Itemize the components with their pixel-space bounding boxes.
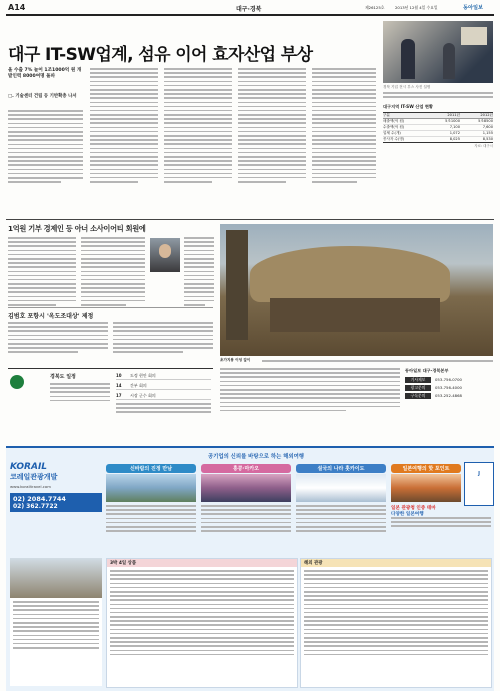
ad-photo (201, 474, 291, 502)
promo-sub: 다양한 일본여행 (391, 512, 424, 517)
schedule-label: 간부 회의 (130, 383, 147, 388)
story3-headline: 김범호 포항시 '옥도조대상' 제정 (8, 313, 94, 320)
page-header (0, 0, 500, 14)
ad-photo (296, 474, 386, 502)
side-photo-caption: 경북 기업 전시 부스 사진 설명 (383, 85, 431, 89)
ad-promo-badge (464, 462, 494, 506)
section-label: 대구·경북 (236, 6, 262, 13)
ad-photo (10, 558, 102, 598)
price-list-header: 해외 관광 (301, 559, 491, 567)
contact-value: 053-252-4868 (435, 393, 462, 398)
contact-label: 기사제보 (405, 377, 431, 383)
main-article (8, 68, 376, 218)
story2-text-c (184, 237, 214, 308)
thatched-house-photo (220, 224, 493, 356)
price-list-header: 3박 4일 상품 (107, 559, 297, 567)
table-cell: 1,155 (482, 131, 493, 135)
contact-value: 053-756-0700 (435, 377, 462, 382)
col2-text (90, 68, 158, 185)
ad-section-title: 일본여행의 핫 포인트 (391, 464, 461, 473)
ad-section-header-1 (106, 464, 196, 473)
col3-text (164, 68, 232, 185)
schedule-item (116, 383, 211, 390)
table-cell: 8,530 (482, 137, 493, 141)
ad-section-title: 홍콩·마카오 (201, 464, 291, 473)
ad-package-col-3 (296, 505, 386, 534)
section-divider (6, 219, 494, 220)
ad-section-header-3 (296, 464, 386, 473)
korail-sub: 코레일관광개발 (10, 473, 58, 481)
display-panel (461, 27, 487, 45)
portrait-face (159, 244, 171, 258)
schedule-time: 14 (116, 383, 122, 388)
table-cell: 업체 수(개) (383, 131, 401, 135)
notice-columns (220, 368, 400, 414)
page-number: A14 (8, 3, 26, 12)
ad-package-col-1 (106, 505, 196, 534)
travel-ad (6, 446, 494, 691)
story3-text-b (113, 322, 213, 356)
ad-photo (106, 474, 196, 502)
ad-banner-title: 공기업의 신뢰를 바탕으로 하는 해외여행 (207, 454, 305, 460)
phone-sub: 02) 362.7722 (13, 503, 58, 510)
paper-name: 동아일보 (463, 5, 484, 11)
logo-mark (10, 375, 24, 389)
schedule-time: 17 (116, 393, 122, 398)
ad-section-title: 신바람의 진정 만남 (106, 464, 196, 473)
person-figure (401, 39, 415, 79)
section-mark: □. 기술센터 건립 등 기반확충 나서 (8, 94, 77, 99)
story2-headline: 1억원 기부 경제인 등 아너 소사이어티 회원에 (8, 224, 146, 233)
phone-main: 02) 2084.7744 (13, 495, 66, 503)
photo-caption: 초가지붕 이엉 갈이 (220, 358, 251, 362)
contact-value: 053-756-4000 (435, 385, 462, 390)
story-divider (8, 307, 213, 308)
side-photo (383, 21, 493, 83)
issue-date: 2013년 12월 4일 수요일 (395, 5, 438, 10)
contact-box (405, 368, 493, 401)
roof-shape (250, 246, 450, 302)
contact-row (405, 385, 493, 391)
schedule-time: 10 (116, 373, 122, 378)
col1-text (8, 110, 83, 185)
table-cell: 7,100 (449, 125, 460, 129)
contact-label: 구독문의 (405, 393, 431, 399)
header-cell: 2011년 (447, 113, 460, 117)
schedule-label: 도정 현안 회의 (130, 373, 156, 378)
schedule-items (116, 373, 211, 416)
schedule-item (116, 373, 211, 380)
schedule-item (116, 393, 211, 400)
col5-text (312, 68, 376, 185)
side-table-title: 대구지역 IT-SW 산업 현황 (383, 104, 433, 109)
main-headline: 대구 IT-SW업계, 섬유 이어 효자산업 부상 (8, 45, 313, 65)
header-cell: 2012년 (480, 113, 493, 117)
table-cell: 5조8500 (478, 119, 493, 123)
schedule-title: 경북도 일정 (50, 374, 76, 380)
table-cell: 8,025 (449, 137, 460, 141)
story3-text-a (8, 322, 108, 356)
header-cell: 구분 (383, 113, 390, 117)
table-cell: 매출액(억 원) (383, 119, 405, 123)
schedule-list (50, 383, 110, 404)
promo-title: 일본 관광청 인증 테마 (391, 506, 436, 511)
col4-text (238, 68, 306, 185)
ad-section-header-2 (201, 464, 291, 473)
issue-number: 제26125호 (365, 5, 385, 10)
table-cell: 종사자 수(명) (383, 137, 405, 141)
contact-row (405, 393, 493, 399)
j-route-icon: J (478, 471, 480, 477)
schedule-logo (10, 375, 36, 391)
schedule-box (8, 368, 213, 444)
table-cell: 수출액(억 원) (383, 125, 405, 129)
schedule-label: 시장 군수 회의 (130, 393, 156, 398)
story2-portrait (150, 238, 180, 272)
table-cell: 1,072 (449, 131, 460, 135)
korail-logo: KORAIL (10, 462, 48, 472)
photo-caption-lines (262, 360, 493, 364)
phone-box (10, 493, 102, 512)
table-cell: 7,600 (482, 125, 493, 129)
ad-package-col-4 (391, 505, 491, 530)
ad-price-list-b (300, 558, 492, 688)
story2-text-a (8, 237, 76, 308)
col1-lead: 올 수출 7% 늘어 1조1000억 원 개발인력 8000여명 돌파 (8, 68, 82, 79)
person-figure (443, 43, 455, 79)
contact-label: 광고문의 (405, 385, 431, 391)
header-rule (6, 14, 494, 16)
side-table-source: 자료: 대구시 (474, 144, 493, 148)
korail-url[interactable]: www.korailtravel.com (10, 484, 51, 489)
ad-brand-block (10, 462, 102, 554)
tree-shape (226, 230, 248, 340)
caption-lines (383, 92, 493, 100)
ad-photo (391, 474, 461, 502)
table-cell: 5조1000 (445, 119, 460, 123)
ad-package-col-2 (201, 505, 291, 534)
side-table-header-row (383, 112, 493, 119)
ad-price-list-a (106, 558, 298, 688)
contact-title: 동아일보 대구·경북본부 (405, 368, 449, 373)
ad-section-title: 설국의 나라 홋카이도 (296, 464, 386, 473)
ad-section-header-4 (391, 464, 461, 473)
side-table (383, 104, 493, 148)
ad-lower-left (10, 558, 102, 686)
contact-row (405, 377, 493, 383)
wall-shape (270, 298, 440, 332)
story2-text-b (81, 237, 145, 308)
